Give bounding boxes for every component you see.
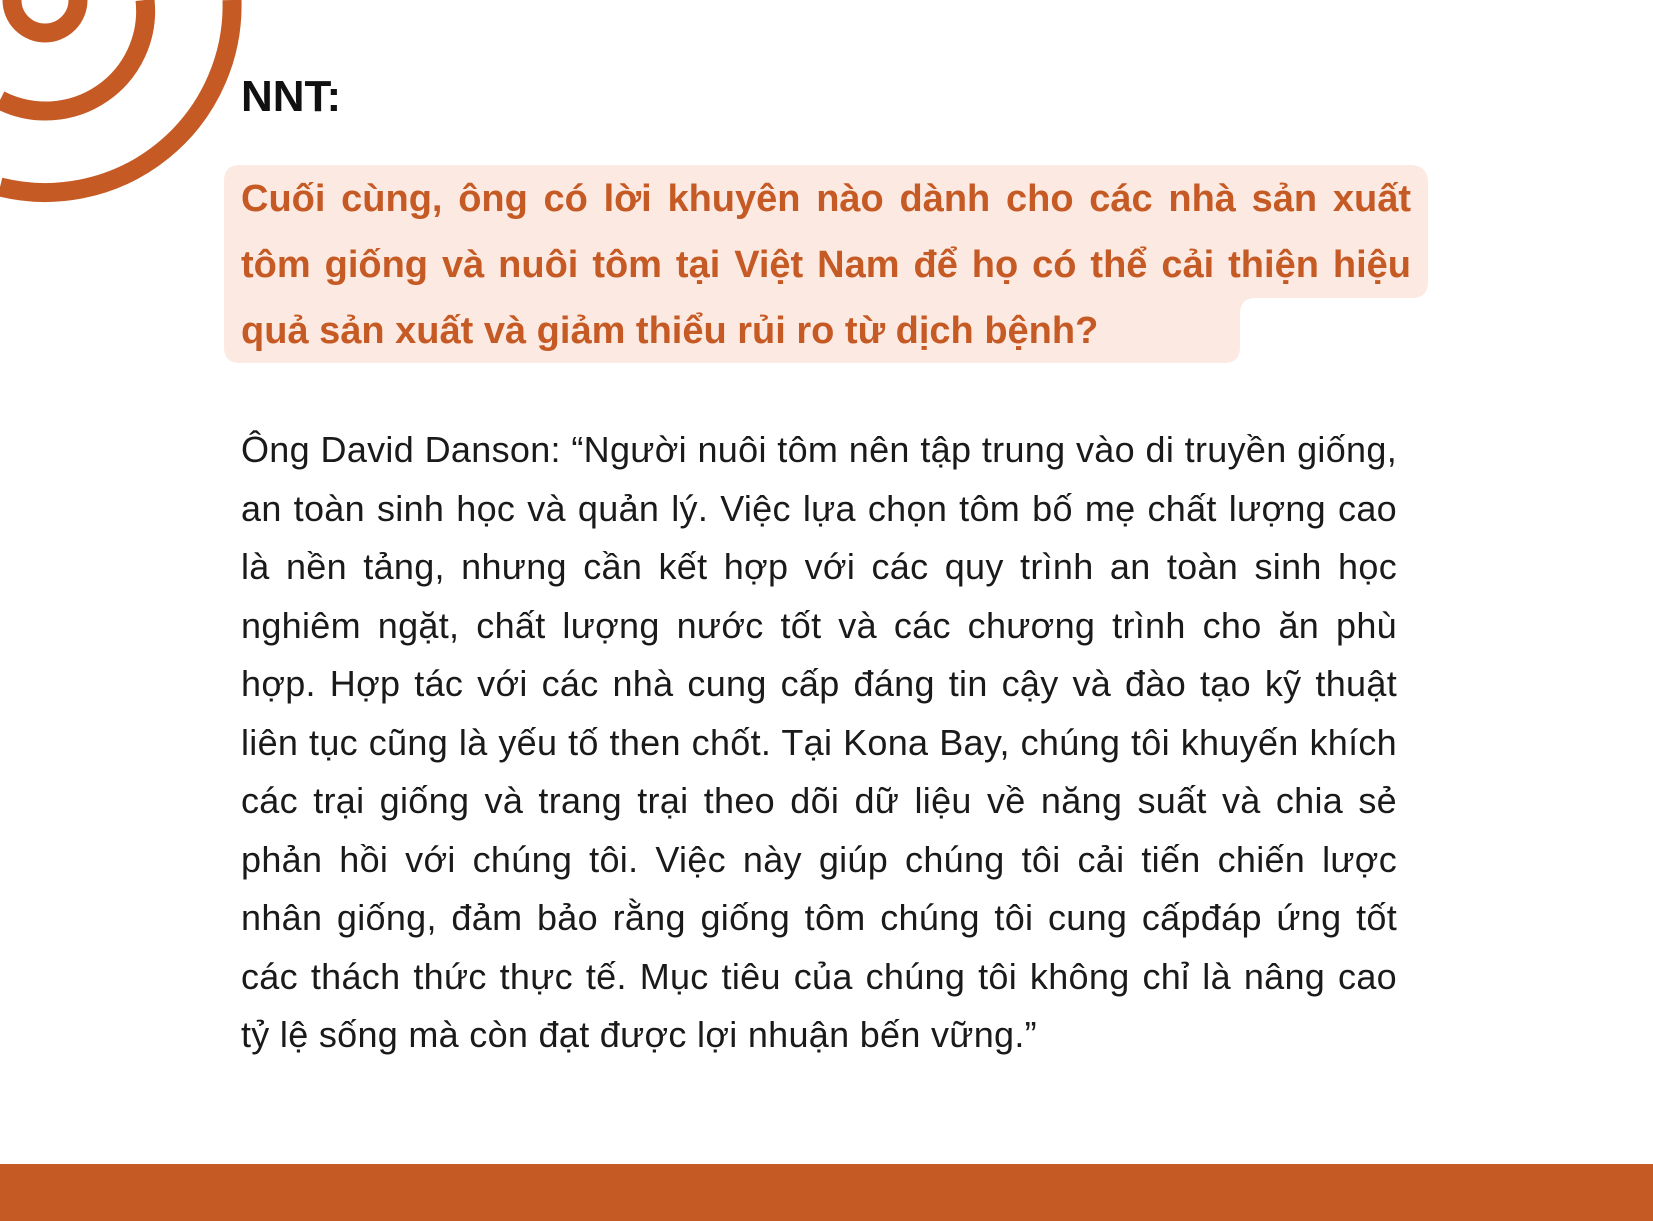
interview-question: Cuối cùng, ông có lời khuyên nào dành cho các nhà sản xuất tôm giống và nuôi tôm tại Việt Nam để họ có thể cải thiện hiệu quả sản xuất và giảm thiểu rủi ro từ dịch bệnh?	[241, 178, 1411, 352]
speaker-label: NNT:	[241, 72, 342, 121]
interview-answer: Ông David Danson: “Người nuôi tôm nên tập trung vào di truyền giống, an toàn sinh học và quản lý. Việc lựa chọn tôm bố mẹ chất lượng cao là nền tảng, nhưng cần kết hợp với các quy trình an toàn sinh học nghiêm ngặt, chất lượng nước tốt và các chương trình cho ăn phù hợp. Hợp tác với các nhà cung cấp đáng tin cậy và đào tạo kỹ thuật liên tục cũng là yếu tố then chốt. Tại Kona Bay, chúng tôi khuyến khích các trại giống và trang trại theo dõi dữ liệu về năng suất và chia sẻ phản hồi với chúng tôi. Việc này giúp chúng tôi cải tiến chiến lược nhân giống, đảm bảo rằng giống tôm chúng tôi cung cấpđáp ứng tốt các thách thức thực tế. Mục tiêu của chúng tôi không chỉ là nâng cao tỷ lệ sống mà còn đạt được lợi nhuận bến vững.”	[241, 429, 1397, 1055]
footer-bar	[0, 1164, 1653, 1221]
